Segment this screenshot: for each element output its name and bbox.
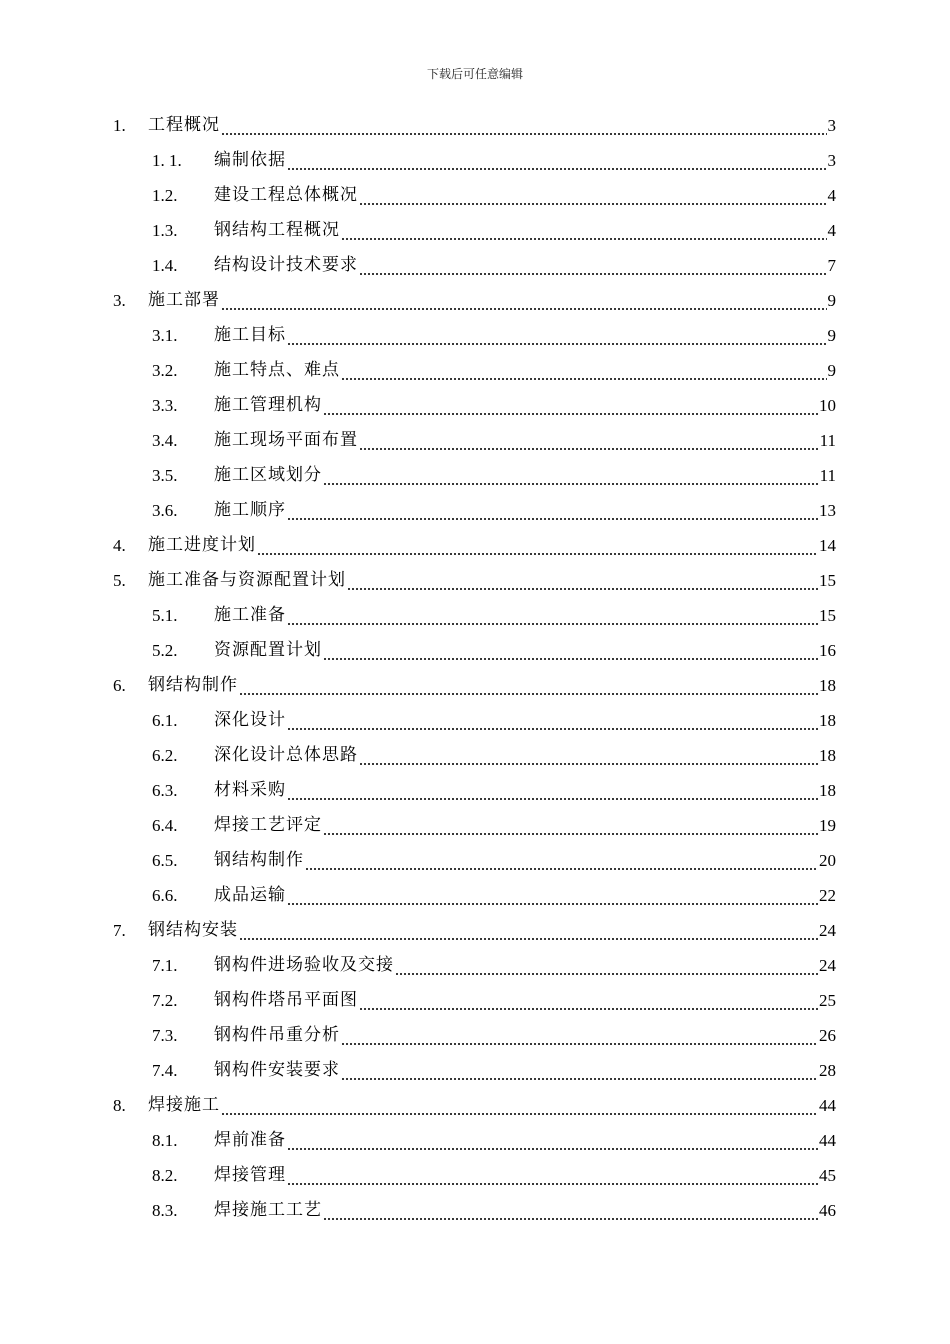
toc-entry-number: 3.4. — [152, 431, 178, 450]
toc-entry-page-number: 4 — [827, 186, 836, 205]
toc-entry-page-number: 4 — [827, 221, 836, 240]
toc-entry-number: 1.3. — [152, 221, 178, 240]
toc-entry-section[interactable] — [0, 1123, 950, 1158]
toc-dot-leader — [305, 843, 818, 878]
toc-entry-title: 焊接管理 — [214, 1165, 286, 1185]
toc-entry-title: 钢构件安装要求 — [214, 1060, 340, 1080]
toc-entry-section[interactable] — [0, 598, 950, 633]
toc-entry-number: 3.1. — [152, 326, 178, 345]
toc-entry-page-number: 16 — [819, 641, 836, 660]
toc-entry-number: 6.4. — [152, 816, 178, 835]
toc-entry-title: 施工准备 — [214, 605, 286, 625]
toc-entry-title: 钢构件塔吊平面图 — [214, 990, 358, 1010]
toc-entry-page-number: 28 — [819, 1061, 836, 1080]
toc-entry-section[interactable] — [0, 1158, 950, 1193]
toc-entry-title: 资源配置计划 — [214, 640, 322, 660]
toc-dot-leader — [221, 108, 827, 143]
toc-entry-title: 焊接工艺评定 — [214, 815, 322, 835]
toc-entry-title: 结构设计技术要求 — [214, 255, 358, 275]
toc-entry-page-number: 20 — [819, 851, 836, 870]
toc-entry-title: 施工进度计划 — [148, 535, 256, 555]
toc-entry-title: 钢结构安装 — [148, 920, 238, 940]
toc-entry-chapter[interactable] — [0, 563, 950, 598]
toc-entry-title: 工程概况 — [148, 115, 220, 135]
toc-entry-chapter[interactable] — [0, 283, 950, 318]
toc-entry-number: 3.2. — [152, 361, 178, 380]
toc-entry-section[interactable] — [0, 493, 950, 528]
toc-entry-page-number: 13 — [819, 501, 836, 520]
toc-entry-section[interactable] — [0, 1193, 950, 1228]
toc-entry-section[interactable] — [0, 178, 950, 213]
toc-entry-section[interactable] — [0, 318, 950, 353]
toc-entry-number: 6.2. — [152, 746, 178, 765]
toc-entry-page-number: 11 — [819, 431, 836, 450]
toc-dot-leader — [323, 633, 818, 668]
toc-entry-number: 6.1. — [152, 711, 178, 730]
toc-entry-number: 1.4. — [152, 256, 178, 275]
toc-entry-number: 4. — [113, 536, 126, 555]
toc-entry-page-number: 46 — [819, 1201, 836, 1220]
table-of-contents — [0, 108, 950, 1228]
toc-entry-title: 施工目标 — [214, 325, 286, 345]
toc-entry-section[interactable] — [0, 248, 950, 283]
toc-entry-page-number: 18 — [819, 711, 836, 730]
toc-entry-title: 成品运输 — [214, 885, 286, 905]
toc-entry-number: 6.5. — [152, 851, 178, 870]
toc-dot-leader — [287, 143, 827, 178]
toc-entry-title: 焊接施工 — [148, 1095, 220, 1115]
toc-entry-title: 建设工程总体概况 — [214, 185, 358, 205]
toc-entry-title: 钢构件吊重分析 — [214, 1025, 340, 1045]
toc-entry-title: 钢构件进场验收及交接 — [214, 955, 394, 975]
toc-entry-number: 7.4. — [152, 1061, 178, 1080]
toc-entry-section[interactable] — [0, 633, 950, 668]
toc-entry-section[interactable] — [0, 143, 950, 178]
toc-dot-leader — [341, 1018, 818, 1053]
toc-dot-leader — [287, 318, 827, 353]
toc-dot-leader — [287, 1158, 818, 1193]
toc-entry-page-number: 10 — [819, 396, 836, 415]
toc-entry-page-number: 3 — [827, 116, 836, 135]
toc-dot-leader — [287, 703, 818, 738]
toc-entry-page-number: 9 — [827, 291, 836, 310]
toc-dot-leader — [359, 178, 827, 213]
toc-entry-title: 施工部署 — [148, 290, 220, 310]
toc-dot-leader — [323, 458, 819, 493]
toc-entry-page-number: 44 — [819, 1096, 836, 1115]
toc-entry-chapter[interactable] — [0, 668, 950, 703]
toc-entry-title: 施工区域划分 — [214, 465, 322, 485]
toc-entry-page-number: 24 — [819, 956, 836, 975]
toc-dot-leader — [359, 983, 818, 1018]
toc-dot-leader — [341, 353, 827, 388]
toc-entry-number: 5.2. — [152, 641, 178, 660]
toc-entry-number: 6. — [113, 676, 126, 695]
toc-entry-number: 3.3. — [152, 396, 178, 415]
toc-entry-number: 6.3. — [152, 781, 178, 800]
toc-entry-chapter[interactable] — [0, 528, 950, 563]
toc-entry-section[interactable] — [0, 878, 950, 913]
toc-entry-number: 7.2. — [152, 991, 178, 1010]
toc-entry-page-number: 15 — [819, 606, 836, 625]
toc-entry-page-number: 44 — [819, 1131, 836, 1150]
toc-dot-leader — [287, 493, 818, 528]
toc-entry-title: 深化设计 — [214, 710, 286, 730]
toc-entry-number: 1. — [113, 116, 126, 135]
toc-dot-leader — [221, 283, 827, 318]
toc-dot-leader — [221, 1088, 818, 1123]
toc-entry-page-number: 18 — [819, 676, 836, 695]
toc-dot-leader — [323, 808, 818, 843]
toc-entry-title: 施工顺序 — [214, 500, 286, 520]
toc-entry-page-number: 9 — [827, 326, 836, 345]
toc-entry-page-number: 18 — [819, 781, 836, 800]
toc-entry-title: 深化设计总体思路 — [214, 745, 358, 765]
toc-dot-leader — [359, 738, 818, 773]
toc-dot-leader — [341, 1053, 818, 1088]
toc-entry-section[interactable] — [0, 213, 950, 248]
toc-entry-number: 1. 1. — [152, 151, 182, 170]
toc-entry-page-number: 26 — [819, 1026, 836, 1045]
toc-entry-number: 8.2. — [152, 1166, 178, 1185]
toc-dot-leader — [287, 598, 818, 633]
toc-entry-title: 钢结构工程概况 — [214, 220, 340, 240]
toc-dot-leader — [239, 668, 818, 703]
toc-entry-section[interactable] — [0, 843, 950, 878]
toc-entry-number: 8.3. — [152, 1201, 178, 1220]
toc-entry-title: 钢结构制作 — [214, 850, 304, 870]
toc-entry-section[interactable] — [0, 703, 950, 738]
toc-entry-chapter[interactable] — [0, 913, 950, 948]
toc-entry-number: 7.3. — [152, 1026, 178, 1045]
toc-entry-chapter[interactable] — [0, 108, 950, 143]
toc-entry-section[interactable] — [0, 388, 950, 423]
toc-entry-number: 8. — [113, 1096, 126, 1115]
toc-entry-page-number: 15 — [819, 571, 836, 590]
toc-entry-title: 焊前准备 — [214, 1130, 286, 1150]
toc-entry-section[interactable] — [0, 1053, 950, 1088]
toc-entry-title: 编制依据 — [214, 150, 286, 170]
toc-dot-leader — [359, 248, 827, 283]
toc-entry-section[interactable] — [0, 738, 950, 773]
toc-dot-leader — [359, 423, 819, 458]
toc-dot-leader — [395, 948, 818, 983]
toc-entry-title: 施工准备与资源配置计划 — [148, 570, 346, 590]
toc-entry-number: 3.6. — [152, 501, 178, 520]
toc-entry-section[interactable] — [0, 808, 950, 843]
toc-entry-page-number: 22 — [819, 886, 836, 905]
toc-entry-number: 5. — [113, 571, 126, 590]
toc-dot-leader — [287, 878, 818, 913]
toc-entry-number: 3. — [113, 291, 126, 310]
toc-dot-leader — [257, 528, 818, 563]
toc-entry-page-number: 24 — [819, 921, 836, 940]
toc-dot-leader — [323, 1193, 818, 1228]
toc-entry-page-number: 9 — [827, 361, 836, 380]
toc-dot-leader — [239, 913, 818, 948]
toc-entry-section[interactable] — [0, 983, 950, 1018]
toc-dot-leader — [341, 213, 827, 248]
toc-entry-page-number: 19 — [819, 816, 836, 835]
toc-entry-title: 焊接施工工艺 — [214, 1200, 322, 1220]
toc-dot-leader — [323, 388, 818, 423]
header-note: 下载后可任意编辑 — [426, 67, 523, 81]
toc-entry-page-number: 3 — [827, 151, 836, 170]
toc-entry-number: 7. — [113, 921, 126, 940]
toc-dot-leader — [287, 773, 818, 808]
toc-entry-number: 7.1. — [152, 956, 178, 975]
toc-entry-title: 材料采购 — [214, 780, 286, 800]
toc-entry-number: 5.1. — [152, 606, 178, 625]
toc-entry-title: 施工特点、难点 — [214, 360, 340, 380]
toc-entry-section[interactable] — [0, 1018, 950, 1053]
toc-entry-number: 6.6. — [152, 886, 178, 905]
toc-entry-section[interactable] — [0, 773, 950, 808]
toc-entry-number: 1.2. — [152, 186, 178, 205]
toc-entry-title: 施工现场平面布置 — [214, 430, 358, 450]
toc-entry-chapter[interactable] — [0, 1088, 950, 1123]
toc-entry-page-number: 18 — [819, 746, 836, 765]
toc-dot-leader — [287, 1123, 818, 1158]
toc-entry-page-number: 14 — [819, 536, 836, 555]
toc-entry-number: 8.1. — [152, 1131, 178, 1150]
toc-entry-number: 3.5. — [152, 466, 178, 485]
toc-entry-page-number: 45 — [819, 1166, 836, 1185]
toc-dot-leader — [347, 563, 818, 598]
toc-entry-title: 施工管理机构 — [214, 395, 322, 415]
toc-entry-page-number: 7 — [827, 256, 836, 275]
toc-entry-section[interactable] — [0, 423, 950, 458]
toc-entry-title: 钢结构制作 — [148, 675, 238, 695]
toc-entry-page-number: 11 — [819, 466, 836, 485]
toc-entry-section[interactable] — [0, 458, 950, 493]
toc-entry-section[interactable] — [0, 948, 950, 983]
toc-entry-section[interactable] — [0, 353, 950, 388]
toc-entry-page-number: 25 — [819, 991, 836, 1010]
